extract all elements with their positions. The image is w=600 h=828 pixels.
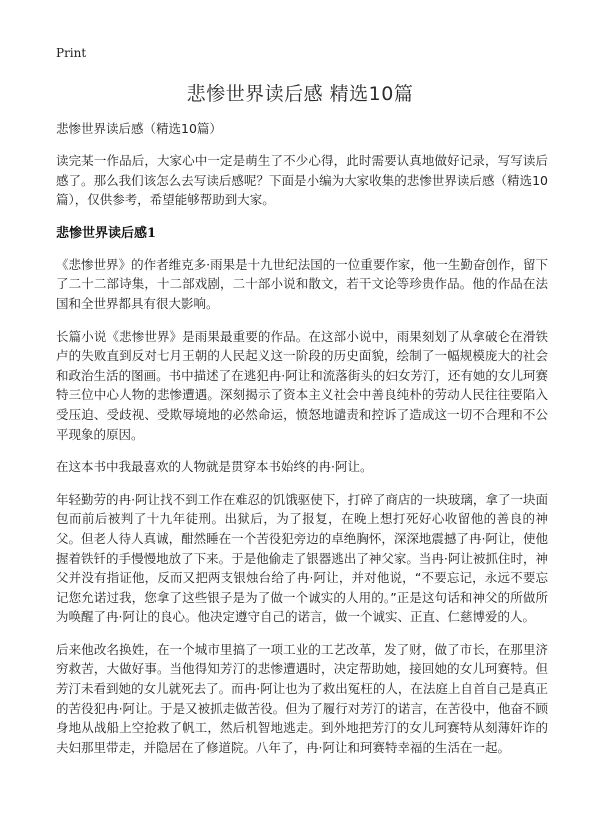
section-heading: 悲惨世界读后感1 [56,225,157,241]
paragraph-1: 《悲惨世界》的作者维克多·雨果是十九世纪法国的一位重要作家，他一生勤奋创作，留下了二十二部诗集，十二部戏剧，二十部小说和散文，若干文论等珍贵作品。他的作品在法国和全世界都具有很大影响。 [56,256,548,311]
document-subtitle: 悲惨世界读后感（精选10篇） [56,121,222,136]
paragraph-3: 在这本书中我最喜欢的人物就是贯穿本书始终的冉·阿让。 [56,459,373,475]
intro-paragraph: 读完某一作品后，大家心中一定是萌生了不少心得，此时需要认真地做好记录，写写读后感了。那么我们该怎么去写读后感呢？下面是小编为大家收集的悲惨世界读后感（精选10篇），仅供参考，希望能够帮助到大家。 [56,153,548,208]
paragraph-2: 长篇小说《悲惨世界》是雨果最重要的作品。在这部小说中，雨果刻划了从拿破仑在滑铁卢的失败直到反对七月王朝的人民起义这一阶段的历史面貌，绘制了一幅规模庞大的社会和政治生活的图画。书中描述了在逃犯冉·阿让和流落街头的妇女芳汀，还有她的女儿珂赛特三位中心人物的悲惨遭遇。深刻揭示了资本主义社会中善良纯朴的劳动人民往往要陷入受压迫、受歧视、受欺辱境地的必然命运，愤怒地谴责和控诉了造成这一切不合理和不公平现象的原因。 [56,328,548,442]
paragraph-4: 年轻勤劳的冉·阿让找不到工作在难忍的饥饿驱使下，打碎了商店的一块玻璃，拿了一块面包而前后被判了十九年徒刑。出狱后，为了报复，在晚上想打死好心收留他的善良的神父。但老人待人真诚，酣然睡在一个苦役犯旁边的卓绝胸怀，深深地震撼了冉·阿让，使他握着铁钎的手慢慢地放了下来。于是他偷走了银器逃出了神父家。当冉·阿让被抓住时，神父并没有指证他，反而又把两支银烛台给了冉·阿让，并对他说，“不要忘记，永远不要忘记您允诺过我，您拿了这些银子是为了做一个诚实的人用的。”正是这句话和神父的所做所为唤醒了冉·阿让的良心。他决定遵守自己的诺言，做一个诚实、正直、仁慈博爱的人。 [56,491,548,625]
document-body [56,120,548,770]
paragraph-5: 后来他改名换姓，在一个城市里搞了一项工业的工艺改革，发了财，做了市长，在那里济穷救苦，大做好事。当他得知芳汀的悲惨遭遇时，决定帮助她，接回她的女儿珂赛特。但芳汀未看到她的女儿就死去了。而冉·阿让也为了救出冤枉的人，在法庭上自首自己是真正的苦役犯冉·阿让。于是又被抓走做苦役。但为了履行对芳汀的诺言，在苦役中，他奋不顾身地从战船上空抢救了帆工，然后机智地逃走。到外地把芳汀的女儿珂赛特从刻薄奸诈的夫妇那里带走，并隐居在了修道院。八年了，冉·阿让和珂赛特幸福的生活在一起。 [56,641,548,755]
document-title: 悲惨世界读后感 精选10篇 [186,83,414,105]
print-link[interactable]: Print [56,46,87,60]
